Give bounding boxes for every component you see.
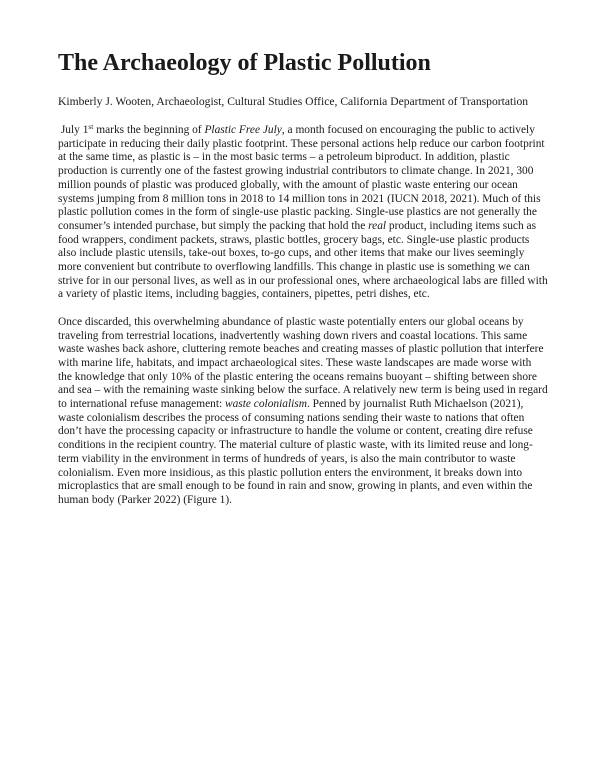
paragraph-1-lead-date: July 1	[60, 124, 89, 136]
paragraph-2-italic-waste-colonialism: waste colonialism	[225, 398, 307, 411]
document-title: The Archaeology of Plastic Pollution	[58, 50, 431, 76]
paragraph-1	[58, 124, 548, 302]
paragraph-1-lead-superscript: st	[88, 122, 94, 131]
paragraph-1-text-a: marks the beginning of	[93, 124, 205, 136]
paragraph-2-text-b: . Penned by journalist Ruth Michaelson (2021), waste colonialism describes the process of consuming nations sending their waste to nations that often don’t have the processing capacity or infrastructure to handle the volume or content, creating dire refuse conditions in the recipient country. The material culture of plastic waste, with its limited reuse and long-term viability in the environment in terms of hundreds of years, is also the main contributor to waste colonialism. Even more insidious, as this plastic pollution enters the environment, it breaks down into microplastics that are small enough to be found in rain and snow, growing in plants, and even within the human body (Parker 2022) (Figure 1).	[58, 398, 533, 506]
paragraph-1-text-b: , a month focused on encouraging the public to actively participate in reducing their daily plastic footprint. These personal actions help reduce our carbon footprint at the same time, as plastic is – in the most basic terms – a petroleum biproduct. In addition, plastic production is currently one of the fastest growing industrial contributors to climate change. In 2021, 300 million pounds of plastic was produced globally, with the amount of plastic waste entering our ocean systems jumping from 8 million tons in 2018 to 14 million tons in 2021 (IUCN 2018, 2021). Much of this plastic pollution comes in the form of single-use plastic packing. Single-use plastics are not generally the consumer’s intended purchase, but simply the packing that hold the	[58, 124, 545, 232]
paragraph-1-italic-plastic-free-july: Plastic Free July	[204, 124, 282, 136]
paragraph-2	[58, 316, 548, 508]
paragraph-2-text-a: Once discarded, this overwhelming abundance of plastic waste potentially enters our global oceans by traveling from terrestrial locations, inadvertently washing down rivers and coastal locations. This same waste washes back ashore, cluttering remote beaches and creating masses of plastic pollution that interfere with marine life, habitats, and impact archaeological sites. These waste landscapes are made worse with the knowledge that only 10% of the plastic entering the oceans remains buoyant – shifting between shore and sea – with the remaining waste sinking below the surface. A relatively new term is being used in regard to international refuse management:	[58, 315, 548, 411]
author-byline: Kimberly J. Wooten, Archaeologist, Cultural Studies Office, California Department of Transportation	[58, 95, 529, 108]
paragraph-1-italic-real: real	[368, 219, 387, 232]
paragraph-1-text-c: product, including items such as food wrappers, condiment packets, straws, plastic bottles, grocery bags, etc. Single-use plastic products also include plastic utensils, take-out boxes, to-go cups, and other items that make our lives seemingly more convenient but contribute to overflowing landfills. This change in plastic use is something we can strive for in our personal lives, as well as in our professional ones, where archaeological labs are filled with a variety of plastic items, including baggies, containers, pipettes, petri dishes, etc.	[58, 219, 548, 301]
